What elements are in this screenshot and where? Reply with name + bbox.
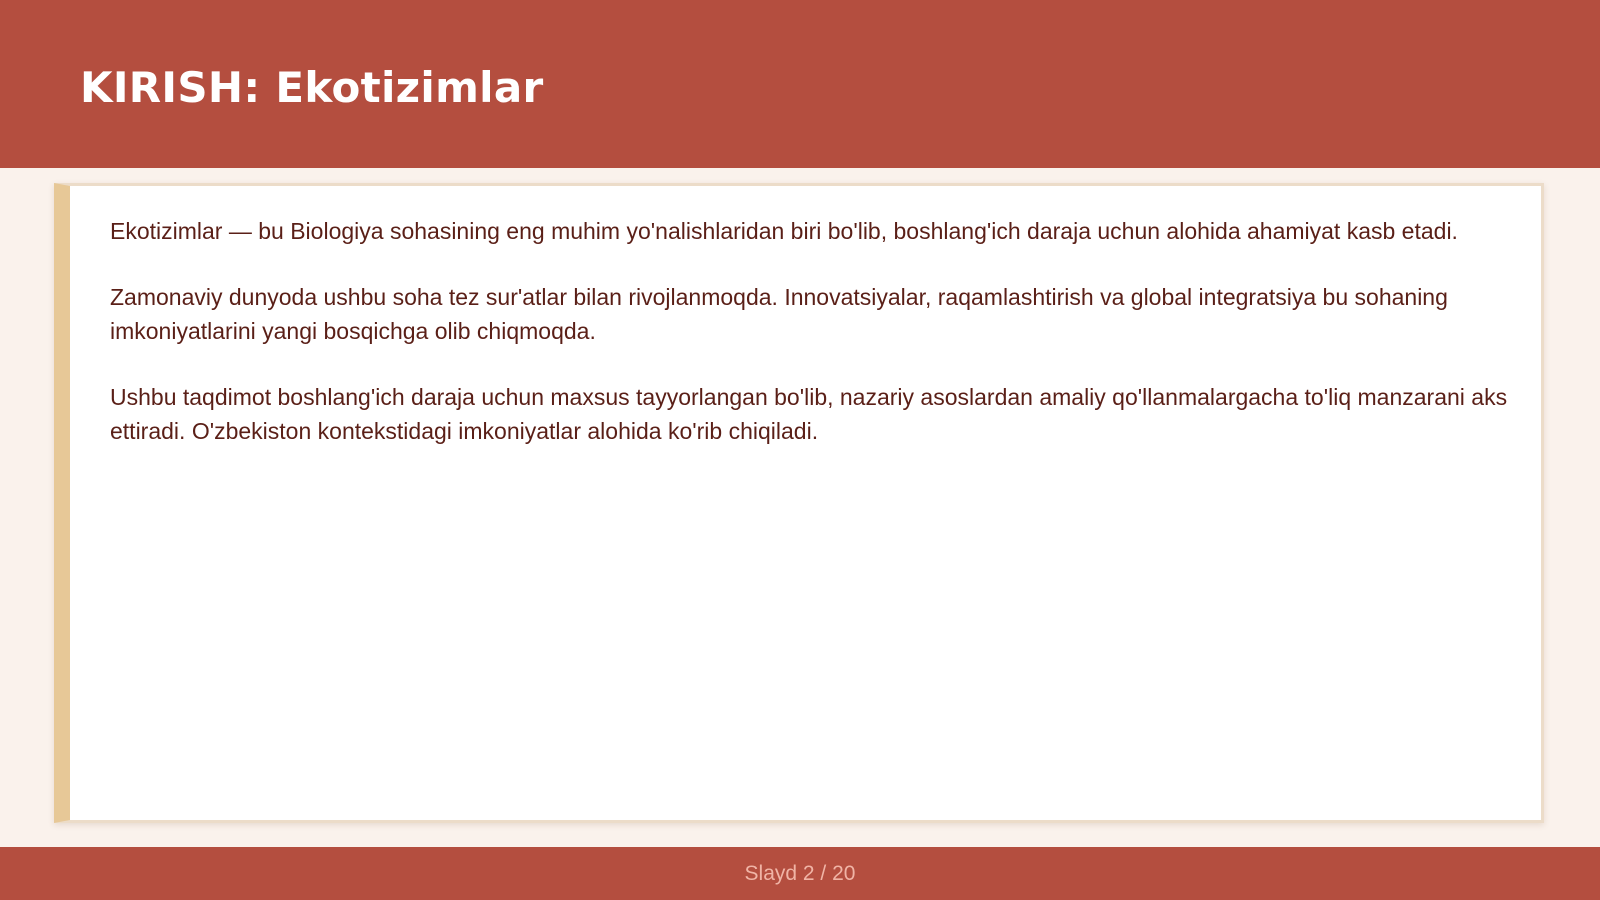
paragraph-3: Ushbu taqdimot boshlang'ich daraja uchun maxsus tayyorlangan bo'lib, nazariy asoslardan amaliy qo'llanmalargacha to'liq manzarani aks ettiradi. O'zbekiston kontekstidagi imkoniyatlar alohida ko'rib chiqiladi. (110, 384, 1508, 444)
content-card (54, 183, 1544, 823)
slide-header (0, 0, 1600, 168)
content-body (110, 214, 1510, 480)
slide-title: KIRISH: Ekotizimlar (80, 63, 544, 112)
paragraph-1: Ekotizimlar — bu Biologiya sohasining eng muhim yo'nalishlaridan biri bo'lib, boshlang'ich daraja uchun alohida ahamiyat kasb etadi. (110, 218, 1458, 244)
paragraph-2: Zamonaviy dunyoda ushbu soha tez sur'atlar bilan rivojlanmoqda. Innovatsiyalar, raqamlashtirish va global integratsiya bu sohaning imkoniyatlarini yangi bosqichga olib chiqmoqda. (110, 284, 1448, 344)
slide-counter: Slayd 2 / 20 (744, 862, 856, 885)
slide-footer (0, 847, 1600, 900)
